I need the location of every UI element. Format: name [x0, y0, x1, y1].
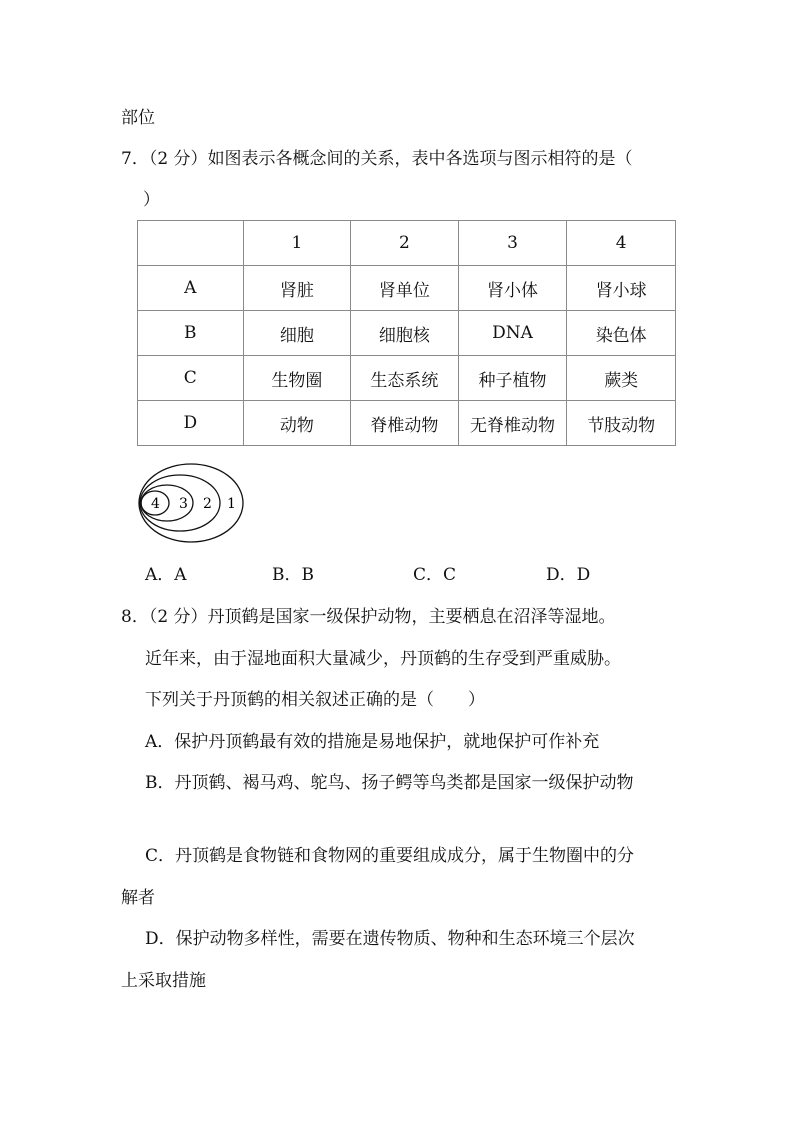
- question-8-option-d-cont: 上采取措施: [121, 971, 206, 991]
- table-cell: 生物圈: [243, 356, 351, 401]
- question-8-option-b: B．丹顶鹤、褐马鸡、鸵鸟、扬子鳄等鸟类都是国家一级保护动物: [145, 773, 634, 793]
- option-b: B．B: [272, 565, 314, 585]
- table-cell: 肾小球: [567, 266, 676, 311]
- question-score: （2 分）: [148, 149, 208, 169]
- table-cell: C: [138, 356, 244, 401]
- table-cell: DNA: [458, 311, 567, 356]
- figure-label-2: 2: [203, 496, 212, 512]
- table-header-cell: [138, 221, 244, 266]
- table-cell: 肾单位: [351, 266, 459, 311]
- table-row: [138, 311, 676, 356]
- table-cell: 肾脏: [243, 266, 351, 311]
- table-cell: 蕨类: [567, 356, 676, 401]
- figure-label-1: 1: [227, 496, 236, 512]
- table-header-row: [138, 221, 676, 266]
- concept-table: [137, 220, 676, 446]
- table-header-cell: 1: [243, 221, 351, 266]
- table-cell: A: [138, 266, 244, 311]
- question-8-stem-line-1: 8．（2 分）丹顶鹤是国家一级保护动物，主要栖息在沼泽等湿地。: [121, 607, 616, 627]
- table-row: [138, 401, 676, 446]
- table-cell: 染色体: [567, 311, 676, 356]
- question-8-option-a: A．保护丹顶鹤最有效的措施是易地保护，就地保护可作补充: [145, 732, 600, 752]
- table-cell: 脊椎动物: [351, 401, 459, 446]
- table-cell: B: [138, 311, 244, 356]
- previous-question-tail: 部位: [121, 108, 155, 128]
- question-text: 如图表示各概念间的关系，表中各选项与图示相符的是（: [207, 149, 633, 169]
- table-header-cell: 4: [567, 221, 676, 266]
- table-cell: 动物: [243, 401, 351, 446]
- table-header-cell: 3: [458, 221, 567, 266]
- table-row: [138, 266, 676, 311]
- table-cell: 生态系统: [351, 356, 459, 401]
- table-cell: 细胞核: [351, 311, 459, 356]
- nested-ellipses-figure: [138, 460, 248, 546]
- table-header-cell: 2: [351, 221, 459, 266]
- table-cell: D: [138, 401, 244, 446]
- question-7-stem: [121, 147, 633, 171]
- figure-label-3: 3: [179, 496, 188, 512]
- option-c: C．C: [413, 565, 457, 585]
- question-8-option-c-cont: 解者: [121, 888, 155, 908]
- question-8-option-c: C．丹顶鹤是食物链和食物网的重要组成成分，属于生物圈中的分: [145, 846, 635, 866]
- question-8-stem-line-3: 下列关于丹顶鹤的相关叙述正确的是（ ）: [145, 690, 485, 710]
- table-cell: 细胞: [243, 311, 351, 356]
- option-d: D．D: [546, 565, 591, 585]
- question-number: 7．: [121, 149, 149, 169]
- table-cell: 节肢动物: [567, 401, 676, 446]
- option-a: A．A: [145, 565, 187, 585]
- figure-label-4: 4: [151, 496, 160, 512]
- table-cell: 种子植物: [458, 356, 567, 401]
- table-cell: 肾小体: [458, 266, 567, 311]
- table-row: [138, 356, 676, 401]
- table-cell: 无脊椎动物: [458, 401, 567, 446]
- question-8-option-d: D．保护动物多样性，需要在遗传物质、物种和生态环境三个层次: [145, 929, 635, 949]
- question-7-stem-end: ）: [143, 190, 160, 210]
- question-8-stem-line-2: 近年来，由于湿地面积大量减少，丹顶鹤的生存受到严重威胁。: [145, 649, 621, 669]
